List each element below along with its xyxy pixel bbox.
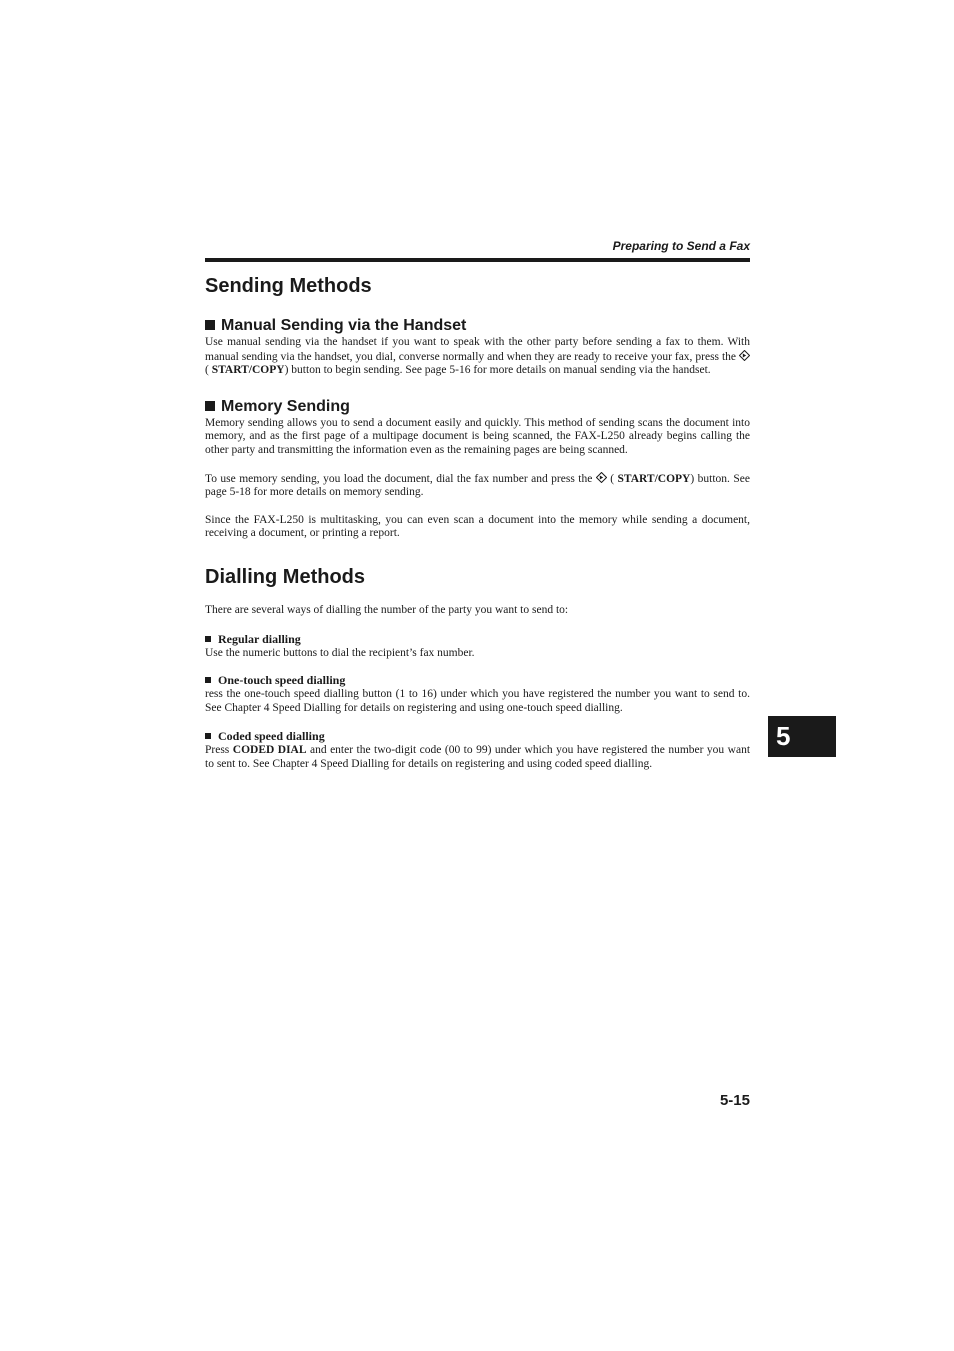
memory-sending-paragraph-2: To use memory sending, you load the document, dial the fax number and press the ( START/COPY) button. See page 5-18 for more details on memory sending.: [205, 472, 750, 499]
page-content: [205, 273, 750, 772]
memory-sending-paragraph-1: Memory sending allows you to send a document easily and quickly. This method of sending scans the document into memory, and as the first page of a multipage document is being scanned, the FAX-L250 already begins calling the other party and transmitting the information even as the remaining pages are being scanned.: [205, 416, 750, 456]
start-copy-label: START/COPY: [617, 472, 691, 485]
subsection-heading-manual-sending: [205, 316, 750, 336]
heading-one-touch-dialling: One-touch speed dialling: [205, 673, 750, 688]
heading-coded-dialling: Coded speed dialling: [205, 729, 750, 744]
section-heading-dialling-methods: Dialling Methods: [205, 565, 365, 588]
memory-sending-paragraph-3: Since the FAX-L250 is multitasking, you can even scan a document into the memory while sending a document, receiving a document, or printing a report.: [205, 513, 750, 540]
square-bullet-icon: [205, 733, 211, 739]
chapter-tab: 5: [768, 716, 836, 757]
regular-dialling-text: Use the numeric buttons to dial the recipient’s fax number.: [205, 646, 475, 659]
heading-regular-dialling: Regular dialling: [205, 632, 750, 647]
subsection-heading-memory-sending: [205, 397, 750, 417]
page-number: 5-15: [719, 1092, 750, 1109]
manual-sending-paragraph: Use manual sending via the handset if you want to speak with the other party before sending a fax to them. With manual sending via the handset, you dial, converse normally and when they are ready to receive your fax, press the ( START/COPY) button to begin sending. See page 5-16 for more details on manual sending via the handset.: [205, 336, 750, 377]
start-copy-label: START/COPY: [211, 364, 285, 377]
square-bullet-icon: [205, 636, 211, 642]
subsection-heading-text: Memory Sending: [221, 397, 350, 415]
running-header: Preparing to Send a Fax: [612, 239, 750, 253]
coded-dial-label: CODED DIAL: [232, 744, 307, 757]
section-heading-sending-methods: Sending Methods: [205, 275, 372, 297]
header-rule: [205, 258, 750, 262]
one-touch-dialling-text: ress the one-touch speed dialling button (1 to 16) under which you have registered the number you want to send to. See Chapter 4 Speed Dialling for details on registering and using one-touch speed dialling.: [205, 688, 750, 714]
square-bullet-icon: [205, 320, 215, 330]
dialling-intro: There are several ways of dialling the number of the party you want to send to:: [205, 603, 569, 616]
start-diamond-icon: [596, 472, 607, 483]
coded-dialling-text: Press CODED DIAL and enter the two-digit code (00 to 99) under which you have registered the number you want to sent to. See Chapter 4 Speed Dialling for details on registering and using coded speed dialling.: [205, 744, 751, 770]
start-diamond-icon: [739, 350, 750, 361]
square-bullet-icon: [205, 677, 211, 683]
subsection-heading-text: Manual Sending via the Handset: [221, 317, 467, 334]
square-bullet-icon: [205, 401, 215, 411]
